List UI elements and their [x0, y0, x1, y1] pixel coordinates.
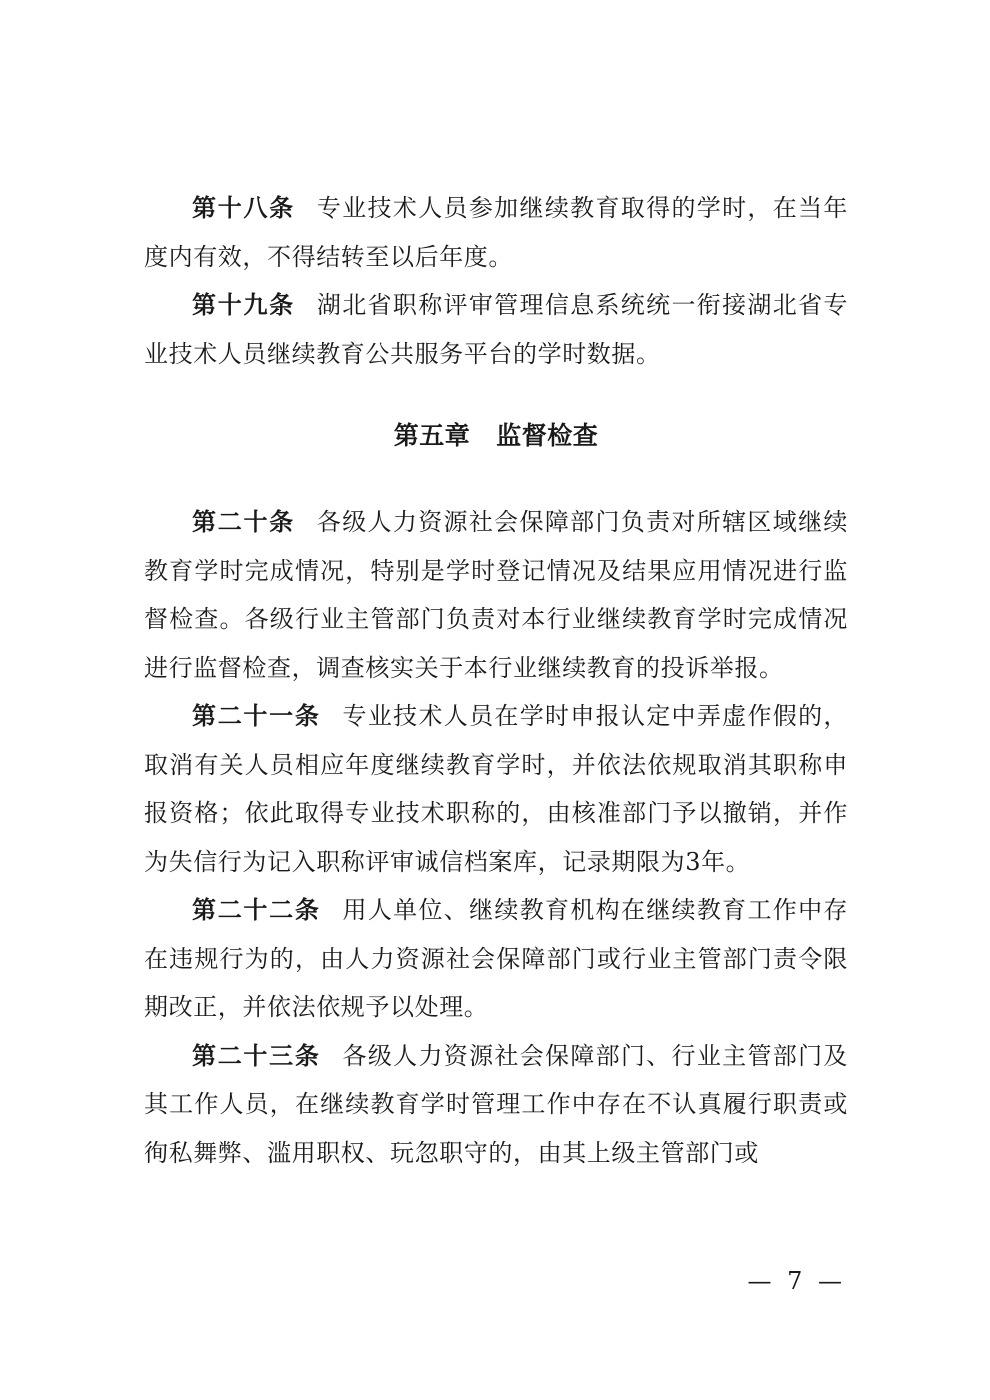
article-number: 第二十一条	[192, 702, 321, 730]
article-text: 专业技术人员在学时申报认定中弄虚作假的，取消有关人员相应年度继续教育学时，并依法依规取消其职称申报资格；依此取得专业技术职称的，由核准部门予以撤销，并作为失信行为记入职称评审诚信档案库，记录期限为3年。	[144, 702, 849, 876]
article-number: 第二十二条	[192, 896, 321, 924]
chapter-title: 监督检查	[496, 421, 599, 450]
page-number: — 7 —	[747, 1267, 846, 1295]
article-21	[144, 692, 848, 886]
article-22	[144, 886, 848, 1032]
chapter-number: 第五章	[393, 421, 471, 450]
article-text: 用人单位、继续教育机构在继续教育工作中存在违规行为的，由人力资源社会保障部门或行业主管部门责令限期改正，并依法依规予以处理。	[144, 896, 849, 1021]
article-number: 第二十条	[192, 508, 295, 536]
page-content	[144, 184, 848, 1177]
chapter-heading	[144, 412, 848, 460]
article-text: 各级人力资源社会保障部门、行业主管部门及其工作人员，在继续教育学时管理工作中存在不认真履行职责或徇私舞弊、滥用职权、玩忽职守的，由其上级主管部门或	[144, 1041, 849, 1167]
article-number: 第二十三条	[192, 1041, 321, 1070]
article-number: 第十八条	[192, 194, 295, 222]
article-18	[144, 184, 848, 281]
article-20	[144, 498, 848, 692]
article-number: 第十九条	[192, 291, 295, 319]
article-text: 专业技术人员参加继续教育取得的学时，在当年度内有效，不得结转至以后年度。	[144, 194, 848, 271]
article-19	[144, 281, 848, 378]
article-text: 湖北省职称评审管理信息系统统一衔接湖北省专业技术人员继续教育公共服务平台的学时数据。	[144, 291, 848, 368]
article-23	[144, 1032, 848, 1178]
article-text: 各级人力资源社会保障部门负责对所辖区域继续教育学时完成情况，特别是学时登记情况及结果应用情况进行监督检查。各级行业主管部门负责对本行业继续教育学时完成情况进行监督检查，调查核实关于本行业继续教育的投诉举报。	[144, 508, 848, 682]
